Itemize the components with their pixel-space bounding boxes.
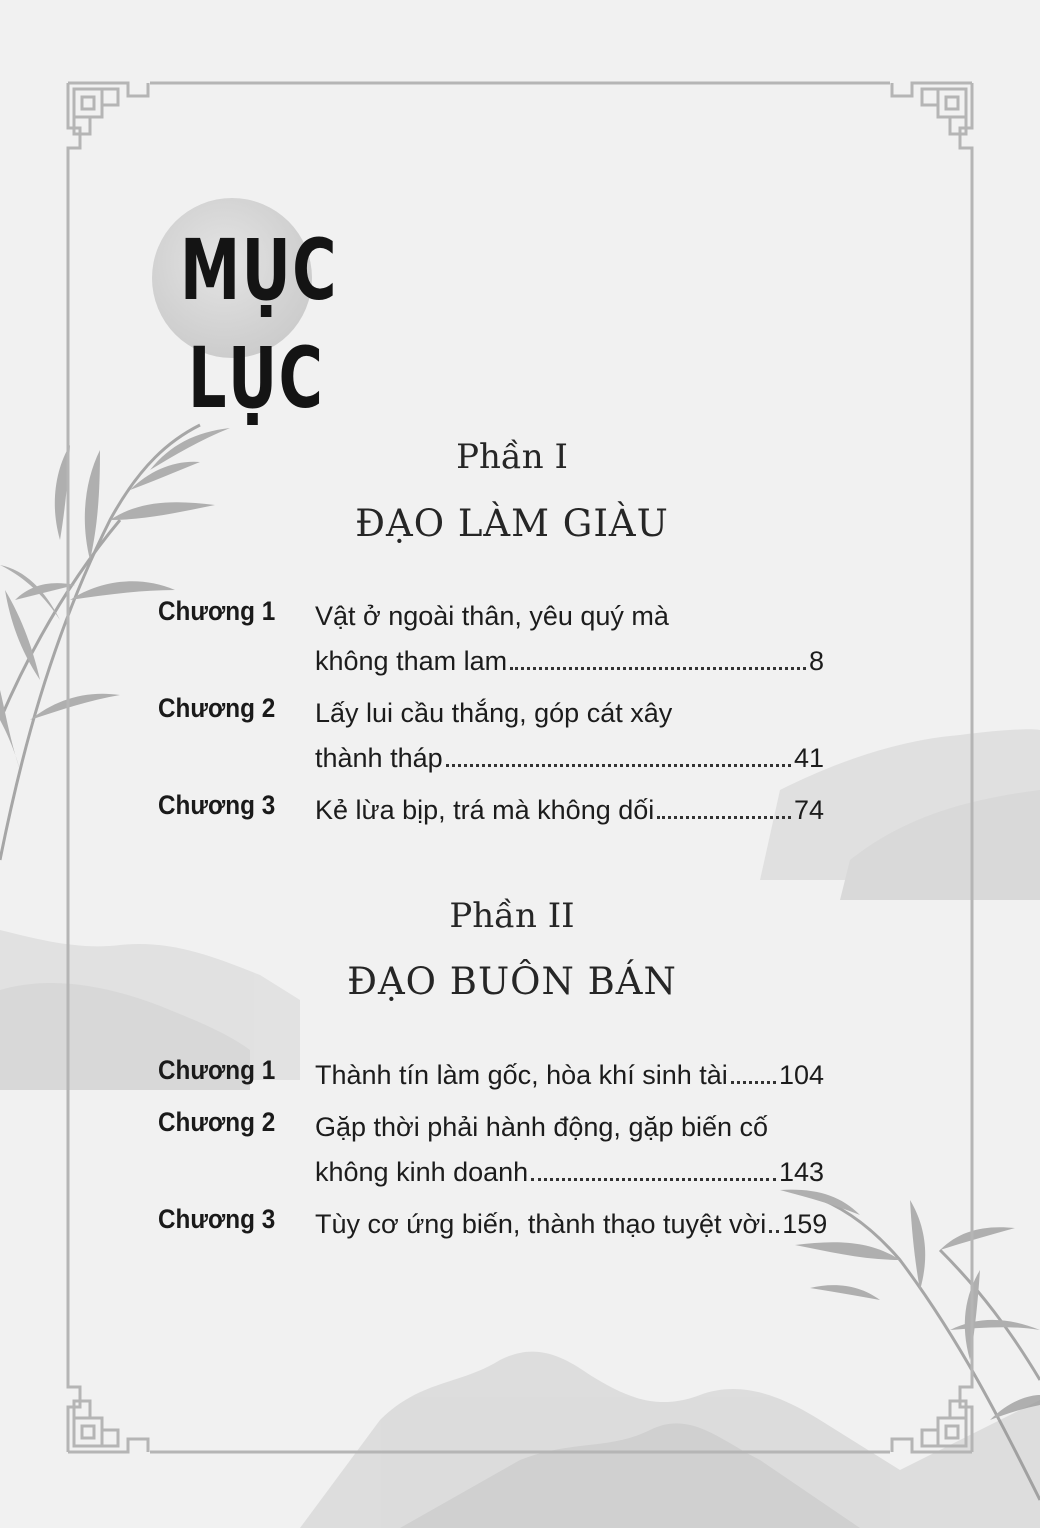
dot-leader	[510, 667, 806, 670]
chapter-label: Chương 1	[158, 1055, 276, 1085]
dot-leader	[769, 1230, 779, 1233]
dot-leader	[731, 1081, 776, 1084]
chapter-title-line: Lấy lui cầu thắng, góp cát xây	[315, 698, 673, 728]
chapter-title-line: Gặp thời phải hành động, gặp biến cố	[315, 1112, 769, 1142]
chapter-label: Chương 1	[158, 596, 276, 626]
chapter-title-end: Thành tín làm gốc, hòa khí sinh tài	[315, 1060, 728, 1090]
toc-entry-part2-ch2[interactable]	[158, 1105, 824, 1195]
page-number: 8	[808, 646, 824, 676]
page-number: 143	[778, 1157, 824, 1187]
part-1-title: ĐẠO LÀM GIÀU	[355, 502, 669, 545]
chapter-title-end: không kinh doanh	[315, 1157, 529, 1187]
chapter-label: Chương 2	[158, 693, 276, 723]
toc-entry-part1-ch2[interactable]	[158, 691, 824, 781]
toc-title	[150, 198, 339, 428]
part-2-label: Phần II	[449, 896, 575, 936]
title-line-1: MỤC	[180, 221, 339, 319]
dot-leader	[531, 1178, 776, 1181]
mountain-illustration-bottom	[300, 1352, 1040, 1528]
chapter-title-end: thành tháp	[315, 743, 443, 773]
dot-leader	[657, 816, 791, 819]
chapter-title-end: Tùy cơ ứng biến, thành thạo tuyệt vời	[315, 1209, 767, 1239]
title-line-2: LỤC	[188, 329, 325, 427]
chapter-label: Chương 3	[158, 790, 276, 820]
toc-entry-part1-ch3[interactable]	[158, 788, 824, 833]
chapter-title-end: Kẻ lừa bịp, trá mà không dối	[315, 795, 655, 825]
toc-entry-part1-ch1[interactable]	[158, 594, 824, 684]
page-number: 104	[778, 1060, 824, 1090]
chapter-title-end: không tham lam	[315, 646, 508, 676]
page-number: 159	[782, 1209, 828, 1239]
dot-leader	[446, 764, 791, 767]
chapter-label: Chương 3	[158, 1204, 276, 1234]
part-1-label: Phần I	[456, 437, 568, 477]
chapter-title-line: Vật ở ngoài thân, yêu quý mà	[315, 601, 669, 631]
chapter-label: Chương 2	[158, 1107, 276, 1137]
toc-entry-part2-ch1[interactable]	[158, 1053, 824, 1098]
toc-entry-part2-ch3[interactable]	[158, 1202, 828, 1247]
part-2-title: ĐẠO BUÔN BÁN	[347, 960, 677, 1003]
page-number: 41	[793, 743, 824, 773]
page-number: 74	[793, 795, 824, 825]
